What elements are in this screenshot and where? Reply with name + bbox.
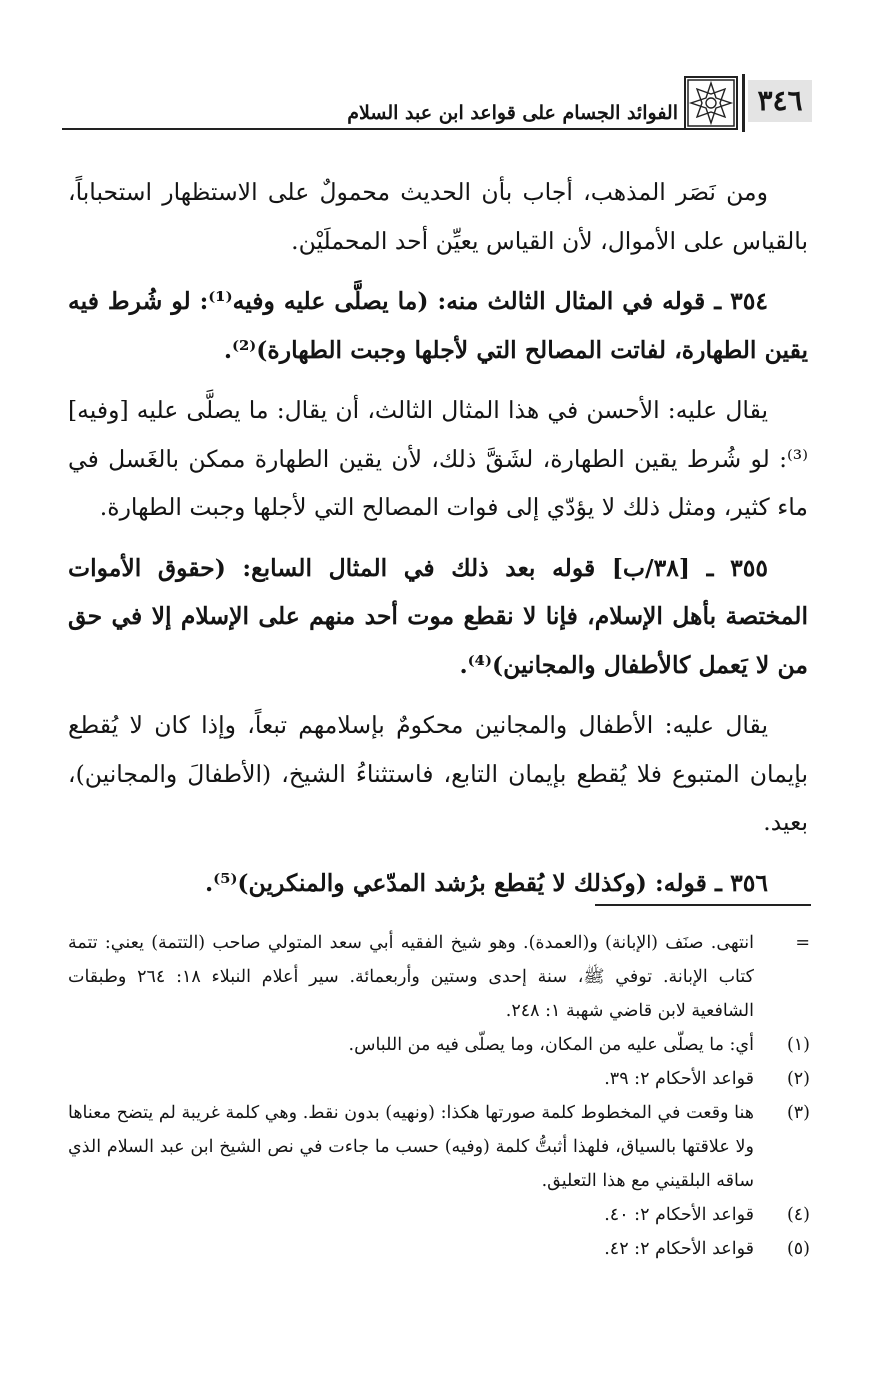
running-title: الفوائد الجسام على قواعد ابن عبد السلام — [347, 102, 678, 124]
paragraph-heading-356: ٣٥٦ ـ قوله: (وكذلك لا يُقطع برُشد المدّعي والمنكرين)⁽⁵⁾. — [204, 868, 768, 897]
header-rule — [62, 128, 692, 130]
footnote — [68, 1062, 810, 1096]
footnote-text: قواعد الأحكام ٢: ٤٢. — [604, 1239, 754, 1259]
paragraph-heading-354: ٣٥٤ ـ قوله في المثال الثالث منه: (ما يصلَّى عليه وفيه⁽¹⁾: لو شُرط فيه يقين الطهارة، لفاتت المصالح التي لأجلها وجبت الطهارة)⁽²⁾. — [68, 287, 808, 364]
page-number: ٣٤٦ — [748, 80, 812, 122]
footnote-text: قواعد الأحكام ٢: ٣٩. — [604, 1069, 754, 1089]
running-header — [62, 62, 822, 126]
footnote-mark: = — [795, 933, 810, 953]
paragraph: ومن نَصَر المذهب، أجاب بأن الحديث محمولٌ على الاستظهار استحباباً، بالقياس على الأموال، لأن القياس يعيِّن أحد المحملَيْن. — [68, 178, 808, 255]
footnote — [68, 1198, 810, 1232]
main-text — [68, 168, 808, 919]
footnote-mark: (٣) — [786, 1103, 810, 1123]
footnote-mark: (١) — [786, 1035, 810, 1055]
paragraph: يقال عليه: الأطفال والمجانين محكومٌ بإسلامهم تبعاً، وإذا كان لا يُقطع بإيمان المتبوع فلا يُقطع بإيمان التابع، فاستثناءُ الشيخ، (الأطفالَ والمجانين)، بعيد. — [68, 711, 808, 836]
footnote-mark: (٥) — [786, 1239, 810, 1259]
paragraph-heading-355: ٣٥٥ ـ [٣٨/ب] قوله بعد ذلك في المثال السابع: (حقوق الأموات المختصة بأهل الإسلام، فإنا لا نقطع موت أحد منهم على الإسلام إلا في حق من لا يَعمل كالأطفال والمجانين)⁽⁴⁾. — [68, 553, 808, 679]
footnote-text: هنا وقعت في المخطوط كلمة صورتها هكذا: (ونهيه) بدون نقط. وهي كلمة غريبة لم يتضح معناها ولا علاقتها بالسياق، فلهذا أثبتُّ كلمة (وفيه) حسب ما جاءت في نص الشيخ ابن عبد السلام الذي ساقه البلقيني مع هذا التعليق. — [68, 1103, 754, 1191]
footnote-separator — [595, 904, 811, 906]
ornament-icon — [684, 76, 738, 130]
footnotes — [68, 926, 810, 1266]
footnote — [68, 1028, 810, 1062]
footnote-text: أي: ما يصلّى عليه من المكان، وما يصلّى فيه من اللباس. — [348, 1035, 754, 1055]
header-divider — [742, 74, 745, 132]
paragraph: يقال عليه: الأحسن في هذا المثال الثالث، أن يقال: ما يصلَّى عليه [وفيه]⁽³⁾: لو شُرط يقين الطهارة، لشَقَّ ذلك، لأن يقين الطهارة ممكن بالغَسل في ماء كثير، ومثل ذلك لا يؤدّي إلى فوات المصالح التي لأجلها وجبت الطهارة. — [68, 396, 808, 521]
footnote-mark: (٢) — [786, 1069, 810, 1089]
footnote — [68, 926, 810, 1028]
footnote — [68, 1096, 810, 1198]
footnote-text: انتهى. صنَف (الإبانة) و(العمدة). وهو شيخ الفقيه أبي سعد المتولي صاحب (التتمة) يعني: تتمة كتاب الإبانة. توفي ﷺ، سنة إحدى وستين وأربعمائة. سير أعلام النبلاء ١٨: ٢٦٤ وطبقات الشافعية لابن قاضي شهبة ١: ٢٤٨. — [68, 933, 754, 1021]
footnote — [68, 1232, 810, 1266]
footnote-mark: (٤) — [786, 1205, 810, 1225]
footnote-text: قواعد الأحكام ٢: ٤٠. — [604, 1205, 754, 1225]
